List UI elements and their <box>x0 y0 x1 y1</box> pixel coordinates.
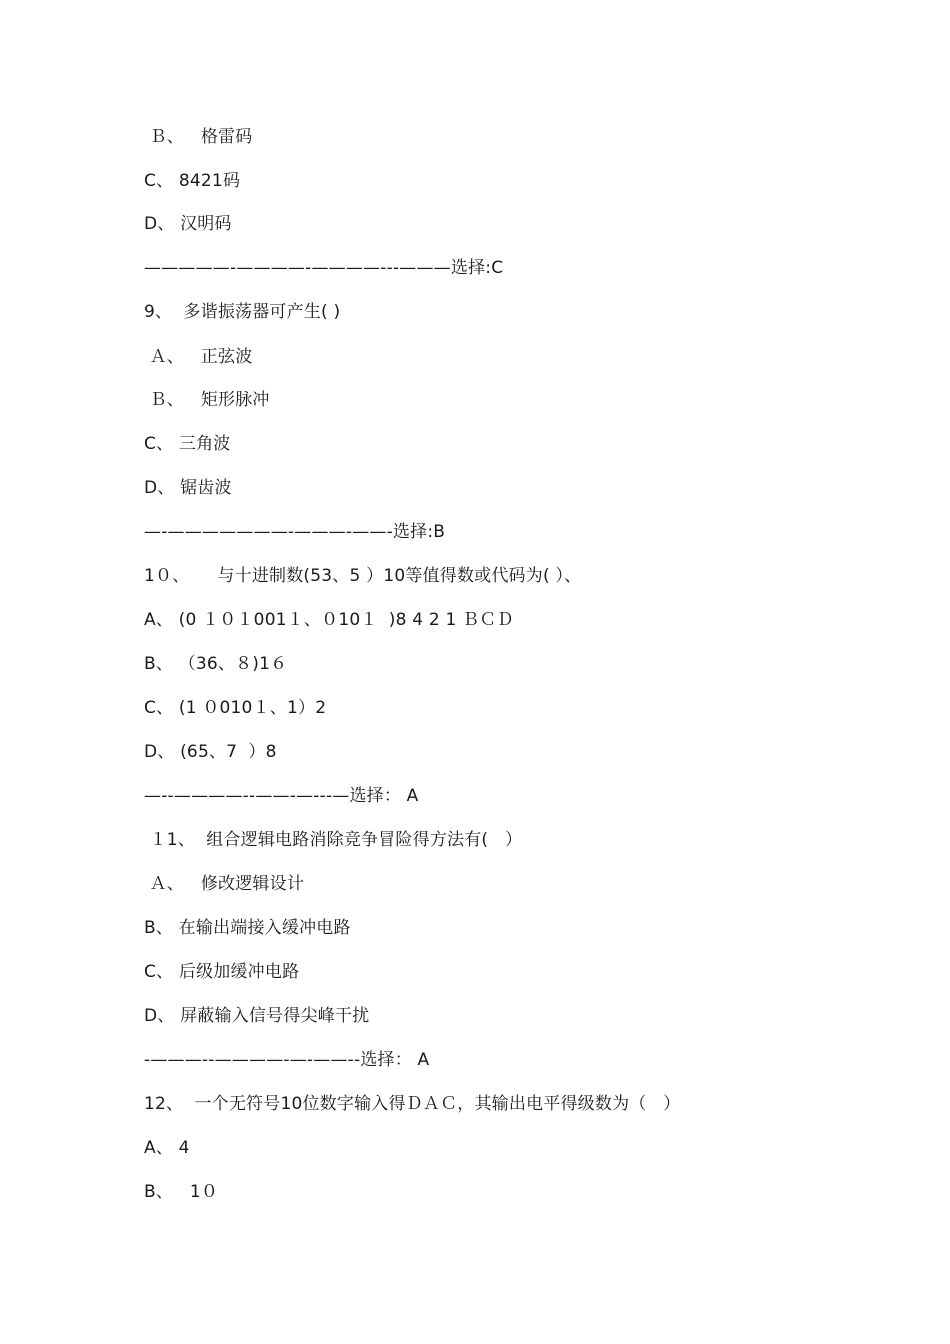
question-12-option-a: A、 4 <box>144 1138 190 1158</box>
option-d-hamming-code: D、 汉明码 <box>144 214 232 234</box>
question-9-option-a: Ａ、 正弦波 <box>144 347 253 367</box>
question-9: 9、 多谐振荡器可产生( ) <box>144 302 341 322</box>
answer-line-10: —--————--——-—---—选择： A <box>144 786 419 806</box>
option-c-8421-code: C、 8421码 <box>144 171 241 191</box>
question-10-option-c: C、 (1 ０010１、1）2 <box>144 698 327 718</box>
question-10: 1０、 与十进制数(53、5 ）10等值得数或代码为( ）、 <box>144 566 582 586</box>
question-12-option-b: B、 1０ <box>144 1182 219 1202</box>
answer-line-9: —-———————-———-——-选择:B <box>144 522 446 542</box>
question-9-option-d: D、 锯齿波 <box>144 478 232 498</box>
option-b-gray-code: Ｂ、 格雷码 <box>144 127 253 147</box>
question-9-option-b: Ｂ、 矩形脉冲 <box>144 390 270 410</box>
answer-line-8: —————-————-————---———选择:C <box>144 258 504 278</box>
question-10-option-d: D、 (65、7 ）8 <box>144 742 277 762</box>
question-11-option-a: Ａ、 修改逻辑设计 <box>144 874 305 894</box>
question-11-option-c: C、 后级加缓冲电路 <box>144 962 300 982</box>
answer-line-11: -———--————-—-——--选择： A <box>144 1050 430 1070</box>
question-10-option-a: A、 (0 １０１001１、０10１ )8 4 2 1 ＢＣＤ <box>144 610 514 630</box>
question-9-option-c: C、 三角波 <box>144 434 231 454</box>
question-11-option-d: D、 屏蔽输入信号得尖峰干扰 <box>144 1006 370 1026</box>
question-10-option-b: B、 （36、８)1６ <box>144 654 288 674</box>
question-11: １1、 组合逻辑电路消除竞争冒险得方法有( ） <box>144 830 523 850</box>
question-12: 12、 一个无符号10位数字输入得ＤＡＣ，其输出电平得级数为（ ） <box>144 1094 681 1114</box>
question-11-option-b: B、 在输出端接入缓冲电路 <box>144 918 351 938</box>
